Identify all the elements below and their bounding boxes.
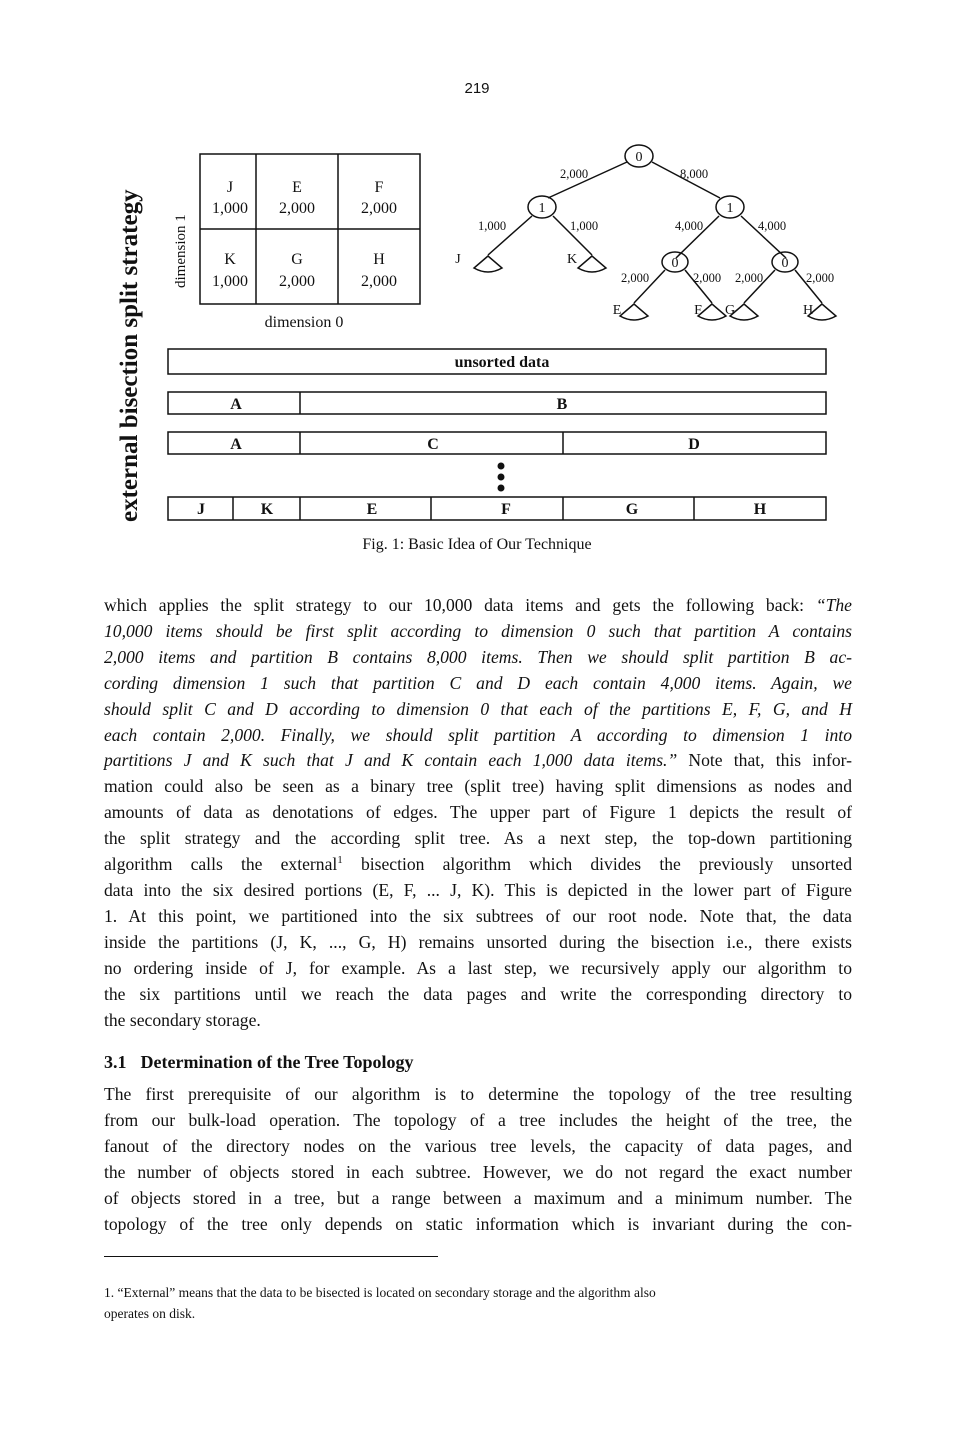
text-line: of objects stored in a tree, but a range between a maximum and a minimum number. The <box>104 1187 852 1208</box>
quote: should split C and D according to dimension 0 that each of the partitions E, F, G, and H <box>104 698 852 719</box>
text-line: topology of the tree only depends on static information which is invariant during the con- <box>104 1213 852 1234</box>
quote: each contain 2,000. Finally, we should split partition A according to dimension 1 into <box>104 724 852 745</box>
bar-label: A <box>230 436 242 453</box>
bar-label-unsorted: unsorted data <box>454 354 550 371</box>
text-line: The first prerequisite of our algorithm is to determine the topology of the tree resulting <box>104 1084 852 1104</box>
quote: partitions J and K such that J and K contain each 1,000 data items.” <box>104 750 678 771</box>
ellipsis-dots <box>498 463 505 492</box>
text: Note that, this infor- <box>677 750 852 771</box>
footnote-line: operates on disk. <box>104 1306 196 1321</box>
dimension0-label: dimension 0 <box>264 314 344 331</box>
grid-cell-name: F <box>374 179 384 196</box>
edge-label: 2,000 <box>560 167 589 181</box>
text-line: no ordering inside of J, for example. As a last step, we recursively apply our algorithm to <box>104 957 852 978</box>
text: bisection algorithm which divides the previously unsorted <box>342 854 852 875</box>
side-label: external bisection split strategy <box>116 189 143 522</box>
text-line: data into the six desired portions (E, F, ... J, K). This is depicted in the lower part of Figure <box>104 879 852 900</box>
bar-label: D <box>688 436 700 453</box>
bar-label: K <box>260 501 274 518</box>
grid-cell-name: G <box>291 251 303 268</box>
grid-cell-name: E <box>292 179 302 196</box>
text-line: from our bulk-load operation. The topology of a tree includes the height of the tree, the <box>104 1109 852 1130</box>
tree-node-label: 0 <box>635 150 643 165</box>
footnote-line: 1. “External” means that the data to be bisected is located on secondary storage and the algorithm also <box>104 1285 656 1300</box>
grid-cell-value: 2,000 <box>279 200 315 217</box>
footnote-ref: 1 <box>337 854 343 867</box>
grid-cell-value: 2,000 <box>361 273 397 290</box>
quote: 2,000 items and partition B contains 8,000 items. Then we should split partition B ac- <box>104 646 852 667</box>
text-line: the number of objects stored in each subtree. However, we do not regard the exact number <box>104 1161 852 1182</box>
text-line: the split strategy and the according split tree. As a next step, the top-down partitioning <box>104 828 852 849</box>
tree-node-label: 1 <box>726 201 734 216</box>
edge-label: 1,000 <box>478 219 507 233</box>
tree-leaf <box>474 256 502 272</box>
bar-label: E <box>366 501 378 518</box>
tree-leaf <box>620 304 648 320</box>
text: algorithm calls the external <box>104 854 338 875</box>
grid-cell-name: J <box>226 179 234 196</box>
quote: 10,000 items should be first split according to dimension 0 such that partition A contains <box>104 620 852 641</box>
tree-node-label: 0 <box>671 256 679 271</box>
tree-node-label: 1 <box>538 201 546 216</box>
partition-bars <box>168 349 826 520</box>
quote: “The <box>815 595 852 615</box>
quote: cording dimension 1 such that partition C and D each contain 4,000 items. Again, we <box>104 672 852 693</box>
leaf-label: G <box>724 303 736 318</box>
grid-cell-name: K <box>224 251 236 268</box>
leaf-label: E <box>612 303 622 318</box>
grid-cell-value: 2,000 <box>279 273 315 290</box>
edge-label: 8,000 <box>680 167 709 181</box>
bar-label: B <box>556 396 568 413</box>
bar-label: H <box>753 501 767 518</box>
footnote <box>104 1282 852 1324</box>
leaf-label: H <box>802 303 814 318</box>
edge-label: 4,000 <box>675 219 704 233</box>
text-line: 1. At this point, we partitioned into the six subtrees of our root node. Note that, the data <box>104 905 852 926</box>
figure-basic-idea <box>0 0 954 560</box>
text-line: mation could also be seen as a binary tree (split tree) having split dimensions as nodes and <box>104 776 852 797</box>
section-number: 3.1 <box>104 1052 127 1072</box>
edge-label: 2,000 <box>693 271 722 285</box>
grid-cell-value: 2,000 <box>361 200 397 217</box>
text: which applies the split strategy to our 10,000 data items and gets the following back: <box>104 595 816 615</box>
text-line: inside the partitions (J, K, ..., G, H) remains unsorted during the bisection i.e., there exists <box>104 931 852 952</box>
grid-cell-value: 1,000 <box>212 200 248 217</box>
tree-node-label: 0 <box>781 256 789 271</box>
bar-label: C <box>427 436 439 453</box>
text-line: the secondary storage. <box>104 1009 261 1030</box>
edge-label: 4,000 <box>758 219 787 233</box>
bar-label: A <box>230 396 242 413</box>
leaf-label: J <box>455 252 461 267</box>
paragraph-tree-topology <box>104 1082 852 1237</box>
bar-label: G <box>625 501 639 518</box>
edge-label: 2,000 <box>806 271 835 285</box>
footnote-rule <box>104 1256 438 1257</box>
page-number: 219 <box>464 80 490 97</box>
edge-label: 2,000 <box>621 271 650 285</box>
section-heading <box>104 1052 414 1073</box>
grid-cell-value: 1,000 <box>212 273 248 290</box>
text-line: amounts of data as denotations of edges. The upper part of Figure 1 depicts the result of <box>104 802 852 823</box>
edge-label: 1,000 <box>570 219 599 233</box>
figure-caption: Fig. 1: Basic Idea of Our Technique <box>362 536 592 553</box>
leaf-label: F <box>694 303 702 318</box>
dimension1-label: dimension 1 <box>173 214 189 288</box>
text-line: fanout of the directory nodes on the various tree levels, the capacity of data pages, and <box>104 1135 852 1156</box>
grid-cell-name: H <box>373 251 385 268</box>
section-title: Determination of the Tree Topology <box>140 1052 414 1072</box>
text-line: the six partitions until we reach the data pages and write the corresponding directory to <box>104 983 852 1004</box>
edge-label: 2,000 <box>735 271 764 285</box>
bar-label: F <box>501 501 511 518</box>
paragraph-split-strategy <box>104 593 852 1033</box>
tree-leaf <box>698 304 726 320</box>
tree-leaf <box>578 256 606 272</box>
bar-label: J <box>197 501 205 518</box>
leaf-label: K <box>566 252 578 267</box>
